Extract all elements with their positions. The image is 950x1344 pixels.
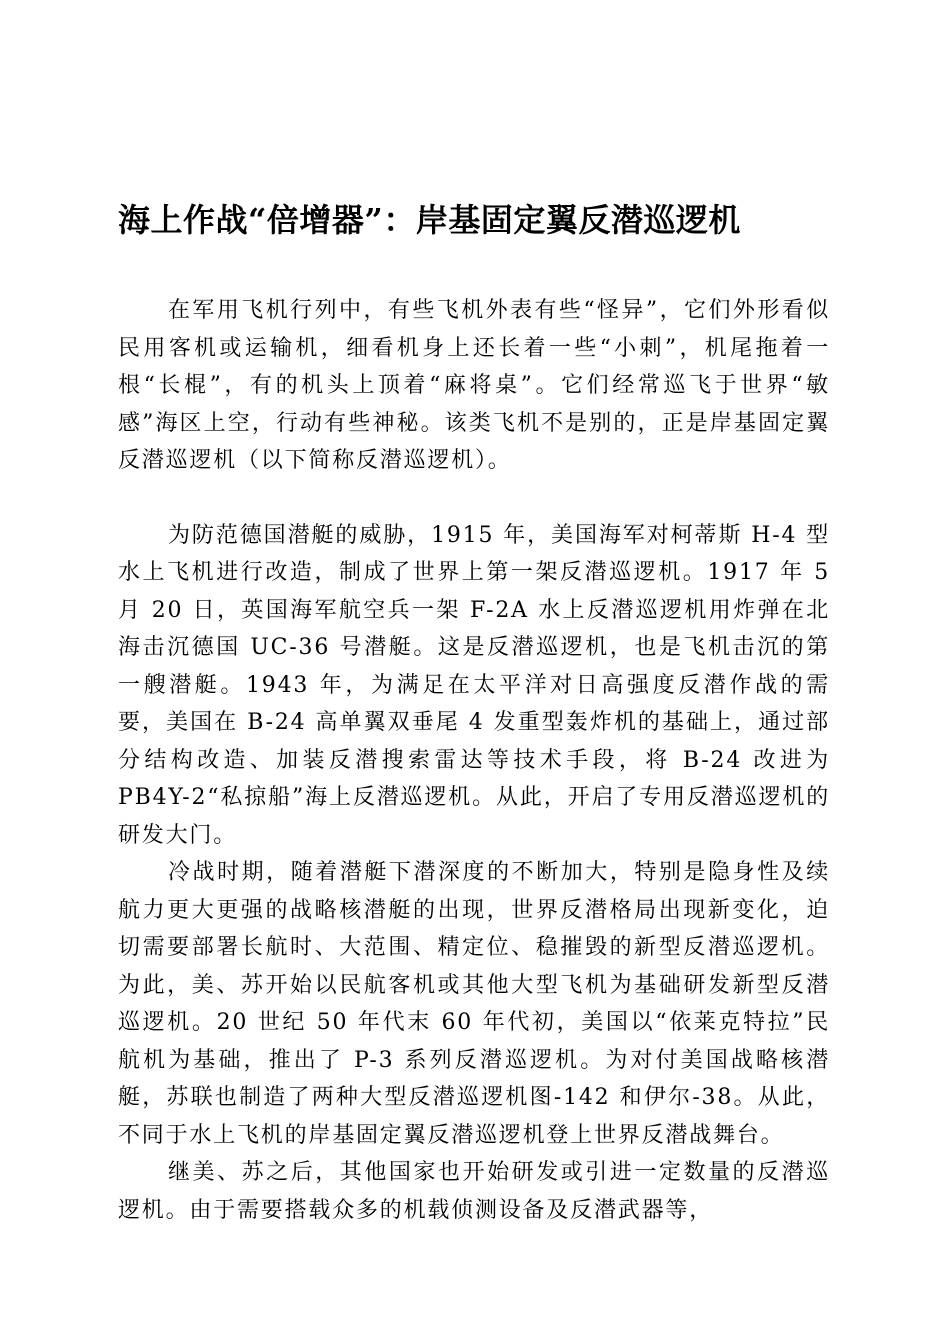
paragraph-history: 为防范德国潜艇的威胁，1915 年，美国海军对柯蒂斯 H-4 型水上飞机进行改造，制成了世界上第一架反潜巡逻机。1917 年 5 月 20 日，英国海军航空兵一架 F-2A 水上反潜巡逻机用炸弹在北海击沉德国 UC-36 号潜艇。这是反潜巡逻机，也是飞机击沉的第一艘潜艇。1943 年，为满足在太平洋对日高强度反潜作战的需要，美国在 B-24 高单翼双垂尾 4 发重型轰炸机的基础上，通过部分结构改造、加装反潜搜索雷达等技术手段，将 B-24 改进为 PB4Y-2“私掠船”海上反潜巡逻机。从此，开启了专用反潜巡逻机的研发大门。 [118, 522, 830, 848]
paragraph-intro: 在军用飞机行列中，有些飞机外表有些“怪异”，它们外形看似民用客机或运输机，细看机身上还长着一些“小刺”，机尾拖着一根“长棍”，有的机头上顶着“麻将桌”。它们经常巡飞于世界“敏感”海区上空，行动有些神秘。该类飞机不是别的，正是岸基固定翼反潜巡逻机（以下简称反潜巡逻机）。 [118, 298, 830, 473]
document-title: 海上作战“倍增器”：岸基固定翼反潜巡逻机 [118, 201, 741, 239]
document-body [118, 292, 830, 1229]
paragraph-cold-war: 冷战时期，随着潜艇下潜深度的不断加大，特别是隐身性及续航力更大更强的战略核潜艇的出现，世界反潜格局出现新变化，迫切需要部署长航时、大范围、精定位、稳摧毁的新型反潜巡逻机。为此，美、苏开始以民航客机或其他大型飞机为基础研发新型反潜巡逻机。20 世纪 50 年代末 60 年代初，美国以“依莱克特拉”民航机为基础，推出了 P-3 系列反潜巡逻机。为对付美国战略核潜艇，苏联也制造了两种大型反潜巡逻机图-142 和伊尔-38。从此，不同于水上飞机的岸基固定翼反潜巡逻机登上世界反潜战舞台。 [118, 860, 830, 1148]
paragraph-other-countries: 继美、苏之后，其他国家也开始研发或引进一定数量的反潜巡逻机。由于需要搭载众多的机载侦测设备及反潜武器等， [118, 1160, 830, 1223]
